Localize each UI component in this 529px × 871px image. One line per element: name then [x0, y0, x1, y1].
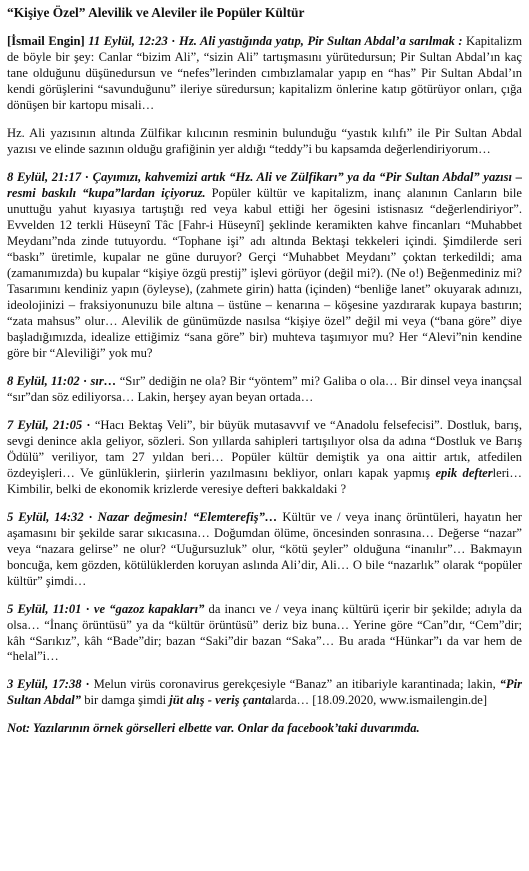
- separator: ·: [83, 509, 98, 524]
- entry-date: 5 Eylül, 14:32: [7, 509, 84, 524]
- entry-date: 8 Eylül, 11:02: [7, 373, 80, 388]
- entry-emphasis: “Pir Sultan Abdal”: [7, 677, 522, 708]
- entry-body: “Sır” dediğin ne ola? Bir “yöntem” mi? Galiba o ola… Bir dinsel veya inançsal “sır”dan söz ediliyorsa… Lakin, herşey ayan beyan ortada…: [7, 373, 523, 404]
- entry-body-end: larda… [18.09.2020, www.ismailengin.de]: [271, 693, 488, 708]
- separator: ·: [81, 169, 93, 184]
- entry-body: Popüler kültür ve kapitalizm, inanç alanının Canların bile unuttuğu yahut kıyasıya tartıştığı red veya kabul ettiği her ögesini istisnasız “değerlendiriyor”. Evvelden 12 terkli Hüseynî Tâc [Fahr-i Hüseynî] şeklinde keramikten kahve fincanları “Muhabbet Meydanı”nda zinde tutuyordu. “Tophane işi” adı altında Bektaşi tekkeleri içindi. Şimdilerde seri “baskı” üretimle, kupalar ne güne duruyor? Gerçi “Muhabbet Meydanı” çoktan terkedildi; ama (zamanımızda) bu kupalar “kişiye özgü prestij” işlevi görüyor (değil mi?). (Ne o!) Beğenmediniz mi? Tasarımını kendiniz yapın (öyleyse), (zahmete girin) hatta (içinden) “benliğe lanet” okuyarak adınızı, ideolojinizi – fraksiyonunuzu bile altına – üstüne – kenarına – köşesine yazdırarak kupaya bastırın; “zata mahsus” olur… Alevilik de günümüzde nasılsa “kişiye özel” değil mi veya (“bana göre” diye başladığımızda, idealize ettiğimiz “sana göre” bir) muhteva taşımıyor mu? Her “Alevi”nin kendine göre bir “Aleviliği” yok mu?: [7, 185, 522, 360]
- entry-mugs: [7, 170, 522, 362]
- entry-body: Kültür ve / veya inanç örüntüleri, hayatın her aşamasını bir şekilde sarar sıkıcasına… Doğumdan ölüme, öncesinden sonrasına… Değerse “nazar” veya “nazara gelirse” ne olur? “Uuğursuzluk” olur, “kötü şeyler” olduğuna “inanılır”… Bakmayın boncuğa, kem gözden, kötülüklerden koruyan aslında Ali’dir, Ali… O bile “nazarlık” olarak “popüler kültür” şimdi…: [7, 509, 522, 588]
- entry-ali-pillow: [7, 34, 522, 114]
- separator: ·: [81, 677, 94, 692]
- entry-heading: Hz. Ali yastığında yatıp, Pir Sultan Abdal’a sarılmak :: [179, 34, 463, 49]
- entry-emphasis: jüt alış - veriş çanta: [169, 693, 272, 708]
- entry-body: “Hacı Bektaş Veli”, bir büyük mutasavvıf ve “Anadolu felsefecisi”. Dostluk, barış, sevgi denince akla geliyor, sözleri. Son yıllarda sahipleri tartışılıyor olsa da adına “Dostluk ve Barış Ödülü” veriliyor, tam 27 yıldan beri… Popüler kültür demiştik ya ona aittir artık, atfedilen özdeyişleri… Ve günlüklerin, şiirlerin yazılmasını bekliyor, onları kapak yapmış: [7, 417, 522, 480]
- entry-banaz: [7, 677, 522, 709]
- entry-body: Hz. Ali yazısının altında Zülfikar kılıcının resminin bulunduğu “yastık kılıfı” ile Pir Sultan Abdal yazısı ve elinde sazının olduğu grafiğinin yer aldığı “teddy”i bu kapsamda değerlendiriyorum…: [7, 125, 522, 156]
- separator: ·: [82, 417, 95, 432]
- entry-emphasis: epik defter: [435, 465, 493, 480]
- entry-heading: Çayımızı, kahvemizi artık “Hz. Ali ve Zülfikarı” ya da “Pir Sultan Abdal” yazısı – resmi baskılı “kupa”lardan içiyoruz.: [7, 169, 522, 200]
- entry-date: 7 Eylül, 21:05: [7, 417, 83, 432]
- entry-evil-eye: [7, 510, 522, 590]
- entry-heading: ve “gazoz kapakları”: [93, 601, 205, 616]
- entry-body: Kapitalizm de böyle bir şey: Canlar “bizim Ali”, “sizin Ali” tartışmasını yürütedursun; Pir Sultan Abdal’ın kaç tane olduğunu düşünedursun ve “nefes”lerinden cımbızlamalar yapıp en “has” Pir Sultan Abdal’ın kendi görüşlerini “savunduğunu” ileriye süredursun; kapitalizm önlerine katıp götürüyor onları, çığa dönüşen bir kartopu misali…: [7, 34, 523, 112]
- entry-date: 3 Eylül, 17:38: [7, 677, 82, 692]
- entry-secret: [7, 374, 522, 406]
- entry-body: Melun virüs coronavirus gerekçesiyle “Banaz” an itibariyle karantinada; lakin,: [93, 677, 500, 692]
- article-title: “Kişiye Özel” Alevilik ve Aleviler ile Popüler Kültür: [7, 5, 305, 20]
- entry-date: 11 Eylül, 12:23: [88, 34, 168, 49]
- entry-teddy: [7, 126, 522, 158]
- entry-heading: Nazar değmesin! “Elemterefiş”…: [97, 509, 278, 524]
- entry-date: 8 Eylül, 21:17: [7, 169, 82, 184]
- entry-haci-bektas: [7, 418, 522, 498]
- entry-bottle-caps: [7, 602, 522, 666]
- entry-body-cont: bir damga şimdi: [81, 693, 170, 708]
- entry-date: 5 Eylül, 11:01: [7, 601, 82, 616]
- entry-heading: sır…: [90, 373, 117, 388]
- author-name: [İsmail Engin]: [7, 34, 85, 49]
- separator: ·: [79, 373, 91, 388]
- separator: ·: [81, 601, 94, 616]
- separator: ·: [167, 34, 180, 49]
- footer-note: Not: Yazılarının örnek görselleri elbette var. Onlar da facebook’taki duvarımda.: [7, 721, 420, 736]
- entry-body-cont: leri… Kimbilir, belki de ekonomik krizlerde veresiye defteri bakkaldaki ?: [7, 465, 522, 496]
- entry-body: da inancı ve / veya inanç kültürü içerir bir şekilde; adıyla da olsa… “İnanç örüntüsü” ya da “kültür örüntüsü” deriz biz buna… Yerine göre “Can”dır, “Cem”dir; kâh “Sarıkız”, kâh “Bade”dir; bazan “Saki”dir bazan “Saka”… Bu arada “Hünkar”ı da var hem de “helal”i…: [7, 601, 522, 664]
